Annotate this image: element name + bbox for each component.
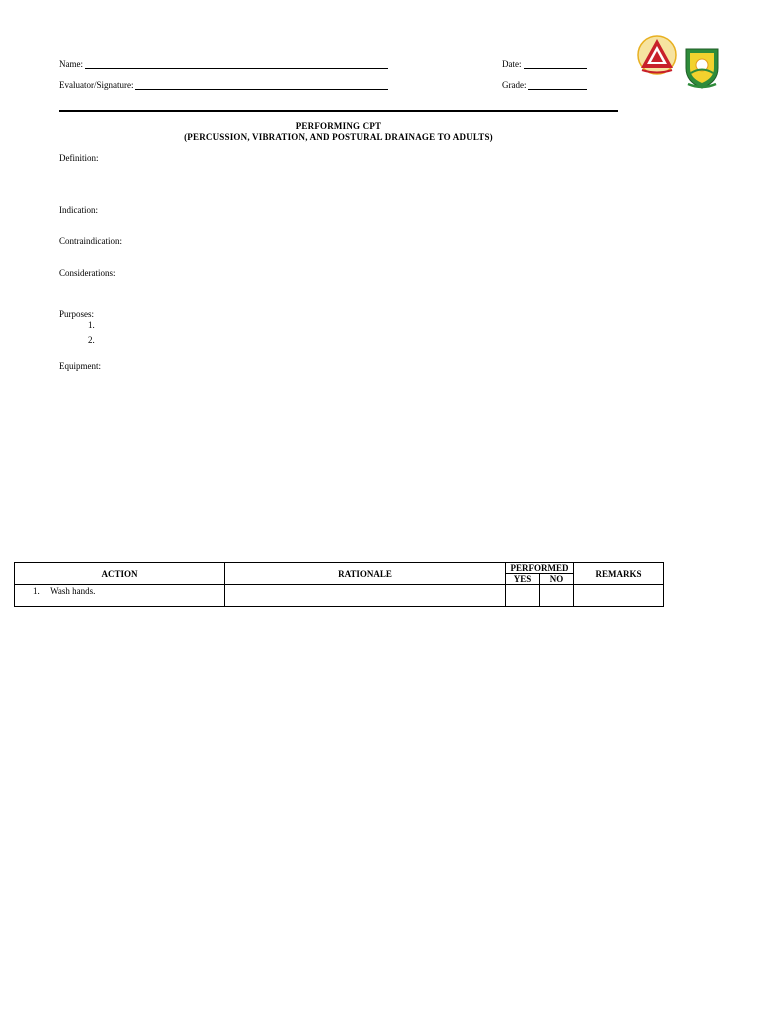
grade-field[interactable] <box>528 80 587 90</box>
page-subtitle: (PERCUSSION, VIBRATION, AND POSTURAL DRAINAGE TO ADULTS) <box>184 132 493 142</box>
performed-header: PERFORMED <box>506 563 574 574</box>
header-divider <box>59 110 618 112</box>
name-field[interactable] <box>85 59 388 69</box>
grade-label: Grade: <box>502 80 527 90</box>
table-row <box>15 585 664 607</box>
action-header: ACTION <box>15 563 225 585</box>
step-number: 1. <box>33 586 40 596</box>
name-label: Name: <box>59 59 83 69</box>
action-cell <box>15 585 225 607</box>
step-text: Wash hands. <box>50 586 96 596</box>
considerations-label: Considerations: <box>59 268 116 278</box>
equipment-label: Equipment: <box>59 361 101 371</box>
purpose-item-1: 1. <box>88 320 95 330</box>
page-title: PERFORMING CPT <box>295 121 382 131</box>
yes-header: YES <box>506 574 540 585</box>
definition-label: Definition: <box>59 153 99 163</box>
contraindication-label: Contraindication: <box>59 236 122 246</box>
procedure-table <box>14 562 664 607</box>
rationale-cell[interactable] <box>225 585 506 607</box>
date-field[interactable] <box>524 59 587 69</box>
indication-label: Indication: <box>59 205 98 215</box>
remarks-cell[interactable] <box>574 585 664 607</box>
purposes-label: Purposes: <box>59 309 95 319</box>
nursing-college-shield-icon <box>682 46 722 90</box>
remarks-header: REMARKS <box>574 563 664 585</box>
rationale-header: RATIONALE <box>225 563 506 585</box>
evaluator-label: Evaluator/Signature: <box>59 80 134 90</box>
school-logo-triangle-icon <box>636 34 678 76</box>
yes-cell[interactable] <box>506 585 540 607</box>
no-cell[interactable] <box>540 585 574 607</box>
purpose-item-2: 2. <box>88 335 95 345</box>
evaluator-field[interactable] <box>135 80 388 90</box>
date-label: Date: <box>502 59 522 69</box>
no-header: NO <box>540 574 574 585</box>
